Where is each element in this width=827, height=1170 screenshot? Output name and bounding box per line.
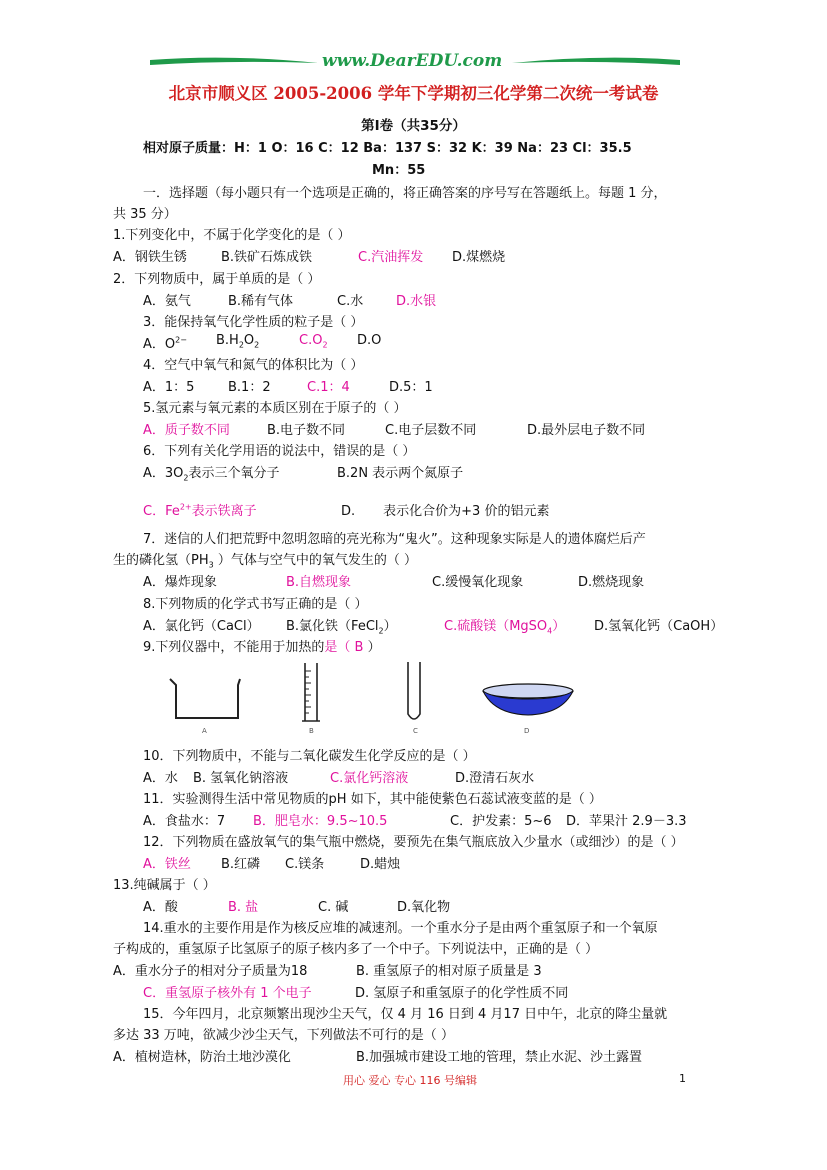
site-logo: www.DearEDU.com <box>322 51 503 71</box>
q7-option-c: C.缓慢氧化现象 <box>432 575 524 590</box>
q6-option-b: B.2N 表示两个氮原子 <box>337 466 464 481</box>
q4-option-d: D.5：1 <box>389 380 433 395</box>
q5-option-c: C.电子层数不同 <box>385 423 477 438</box>
q6-stem: 6．下列有关化学用语的说法中，错误的是（ ） <box>143 444 416 459</box>
q15-line1: 15．今年四月，北京频繁出现沙尘天气，仅 4 月 16 日到 4 月17 日中午，北京的降尘量就 <box>143 1007 668 1022</box>
beaker-image <box>168 676 242 724</box>
q2-option-a: A．氨气 <box>143 294 191 309</box>
q9-label-a: A <box>202 727 207 735</box>
q11-option-b: B．肥皂水：9.5~10.5 <box>253 814 388 829</box>
q11-stem: 11．实验测得生活中常见物质的pH 如下，其中能使紫色石蕊试液变蓝的是（ ） <box>143 792 602 807</box>
q3-stem: 3．能保持氧气化学性质的粒子是（ ） <box>143 315 364 330</box>
q5-option-a: A．质子数不同 <box>143 423 230 438</box>
q6-option-c: C．$Fe^{2+}$表示铁离子 <box>143 502 257 519</box>
q14-line1: 14.重水的主要作用是作为核反应堆的减速剂。一个重水分子是由两个重氢原子和一个氧原 <box>143 921 658 936</box>
q14-option-d: D. 氢原子和重氢原子的化学性质不同 <box>355 986 569 1001</box>
q12-option-a: A．铁丝 <box>143 857 191 872</box>
q15-line2: 多达 33 万吨，欲减少沙尘天气，下列做法不可行的是（ ） <box>113 1028 454 1043</box>
q14-line2: 子构成的，重氢原子比氢原子的原子核内多了一个中子。下列说法中，正确的是（ ） <box>113 942 599 957</box>
q7-line1: 7．迷信的人们把荒野中忽明忽暗的亮光称为“鬼火”。这种现象实际是人的遗体腐烂后产 <box>143 532 646 547</box>
q4-option-a: A．1：5 <box>143 380 195 395</box>
test-tube-image <box>404 660 424 726</box>
q6-option-a: A．$3O_2$表示三个氧分子 <box>143 466 280 483</box>
q14-option-a: A．重水分子的相对分子质量为18 <box>113 964 308 979</box>
q8-option-b: B.氯化铁（FeCl$_2$） <box>286 619 397 636</box>
q2-option-b: B.稀有气体 <box>228 294 294 309</box>
q3-option-c: $C.O_2$ <box>299 333 328 350</box>
instructions-line2: 共 35 分） <box>113 207 177 222</box>
q11-option-a: A．食盐水：7 <box>143 814 226 829</box>
q8-option-a: A．氯化钙（CaCl） <box>143 619 260 634</box>
q7-option-d: D.燃烧现象 <box>578 575 645 590</box>
q1-option-b: B.铁矿石炼成铁 <box>221 250 313 265</box>
q3-option-a: A．$O^{2-}$ <box>143 335 187 352</box>
q10-option-c: C.氯化钙溶液 <box>330 771 409 786</box>
q1-option-d: D.煤燃烧 <box>452 250 506 265</box>
page-number: 1 <box>679 1072 686 1085</box>
q3-option-d: D.O <box>357 333 382 348</box>
graduated-cylinder-image <box>297 661 325 727</box>
q1-option-a: A．钢铁生锈 <box>113 250 187 265</box>
evaporating-dish-image <box>480 682 578 720</box>
atomic-masses-cont: Mn：55 <box>372 163 426 178</box>
footer-text: 用心 爱心 专心 116 号编辑 <box>343 1074 477 1087</box>
exam-title: 北京市顺义区 2005-2006 学年下学期初三化学第二次统一考试卷 <box>168 84 659 103</box>
q4-option-c: C.1：4 <box>307 380 350 395</box>
q2-option-d: D.水银 <box>396 294 437 309</box>
q13-option-a: A．酸 <box>143 900 178 915</box>
section-title: 第Ⅰ卷（共35分） <box>361 118 466 134</box>
q15-option-b: B.加强城市建设工地的管理，禁止水泥、沙土露置 <box>356 1050 643 1065</box>
q10-option-b: B. 氢氧化钠溶液 <box>193 771 289 786</box>
q13-option-b: B. 盐 <box>228 900 259 915</box>
q12-option-d: D.蜡烛 <box>360 857 401 872</box>
q9-stem: 9.下列仪器中，不能用于加热的是（ B ） <box>143 640 381 655</box>
q4-stem: 4．空气中氧气和氮气的体积比为（ ） <box>143 358 364 373</box>
q12-option-b: B.红磷 <box>221 857 261 872</box>
q5-option-b: B.电子数不同 <box>267 423 346 438</box>
q5-option-d: D.最外层电子数不同 <box>527 423 646 438</box>
q2-stem: 2．下列物质中，属于单质的是（ ） <box>113 272 321 287</box>
q1-option-c: C.汽油挥发 <box>358 250 424 265</box>
q11-option-d: D．苹果汁 2.9－3.3 <box>566 814 687 829</box>
header-swoosh-left <box>150 52 320 74</box>
instructions-line1: 一．选择题（每小题只有一个选项是正确的，将正确答案的序号写在答题纸上。每题 1 分， <box>143 186 667 201</box>
q7-line2: 生的磷化氢（$PH_3$ ）气体与空气中的氧气发生的（ ） <box>113 553 417 570</box>
q15-option-a: A．植树造林，防治土地沙漠化 <box>113 1050 291 1065</box>
q14-option-c: C．重氢原子核外有 1 个电子 <box>143 986 312 1001</box>
q1-stem: 1.下列变化中，不属于化学变化的是（ ） <box>113 228 351 243</box>
q8-option-d: D.氢氧化钙（CaOH） <box>594 619 724 634</box>
q11-option-c: C．护发素：5~6 <box>450 814 552 829</box>
q12-stem: 12．下列物质在盛放氧气的集气瓶中燃烧，要预先在集气瓶底放入少量水（或细沙）的是（ ） <box>143 835 684 850</box>
q13-option-c: C. 碱 <box>318 900 349 915</box>
q14-option-b: B. 重氢原子的相对原子质量是 3 <box>356 964 542 979</box>
q9-label-c: C <box>413 727 418 735</box>
q13-stem: 13.纯碱属于（ ） <box>113 878 216 893</box>
q10-stem: 10．下列物质中，不能与二氧化碳发生化学反应的是（ ） <box>143 749 476 764</box>
q2-option-c: C.水 <box>337 294 364 309</box>
q6-option-d: D. 表示化合价为+3 价的铝元素 <box>341 504 550 519</box>
q8-stem: 8.下列物质的化学式书写正确的是（ ） <box>143 597 368 612</box>
atomic-masses: 相对原子质量：H：1 O：16 C：12 Ba：137 S：32 K：39 Na：23 Cl：35.5 <box>143 141 632 156</box>
q9-label-b: B <box>309 727 314 735</box>
header-swoosh-right <box>510 52 680 74</box>
q4-option-b: B.1：2 <box>228 380 271 395</box>
q12-option-c: C.镁条 <box>285 857 325 872</box>
q13-option-d: D.氧化物 <box>397 900 451 915</box>
q10-option-a: A．水 <box>143 771 178 786</box>
q5-stem: 5.氢元素与氧元素的本质区别在于原子的（ ） <box>143 401 407 416</box>
q7-option-a: A．爆炸现象 <box>143 575 217 590</box>
q9-label-d: D <box>524 727 530 735</box>
q8-option-c: C.硫酸镁（MgSO$_4$） <box>444 619 566 636</box>
q10-option-d: D.澄清石灰水 <box>455 771 535 786</box>
q3-option-b: $B.H_2O_2$ <box>216 333 260 350</box>
q7-option-b: B.自燃现象 <box>286 575 352 590</box>
